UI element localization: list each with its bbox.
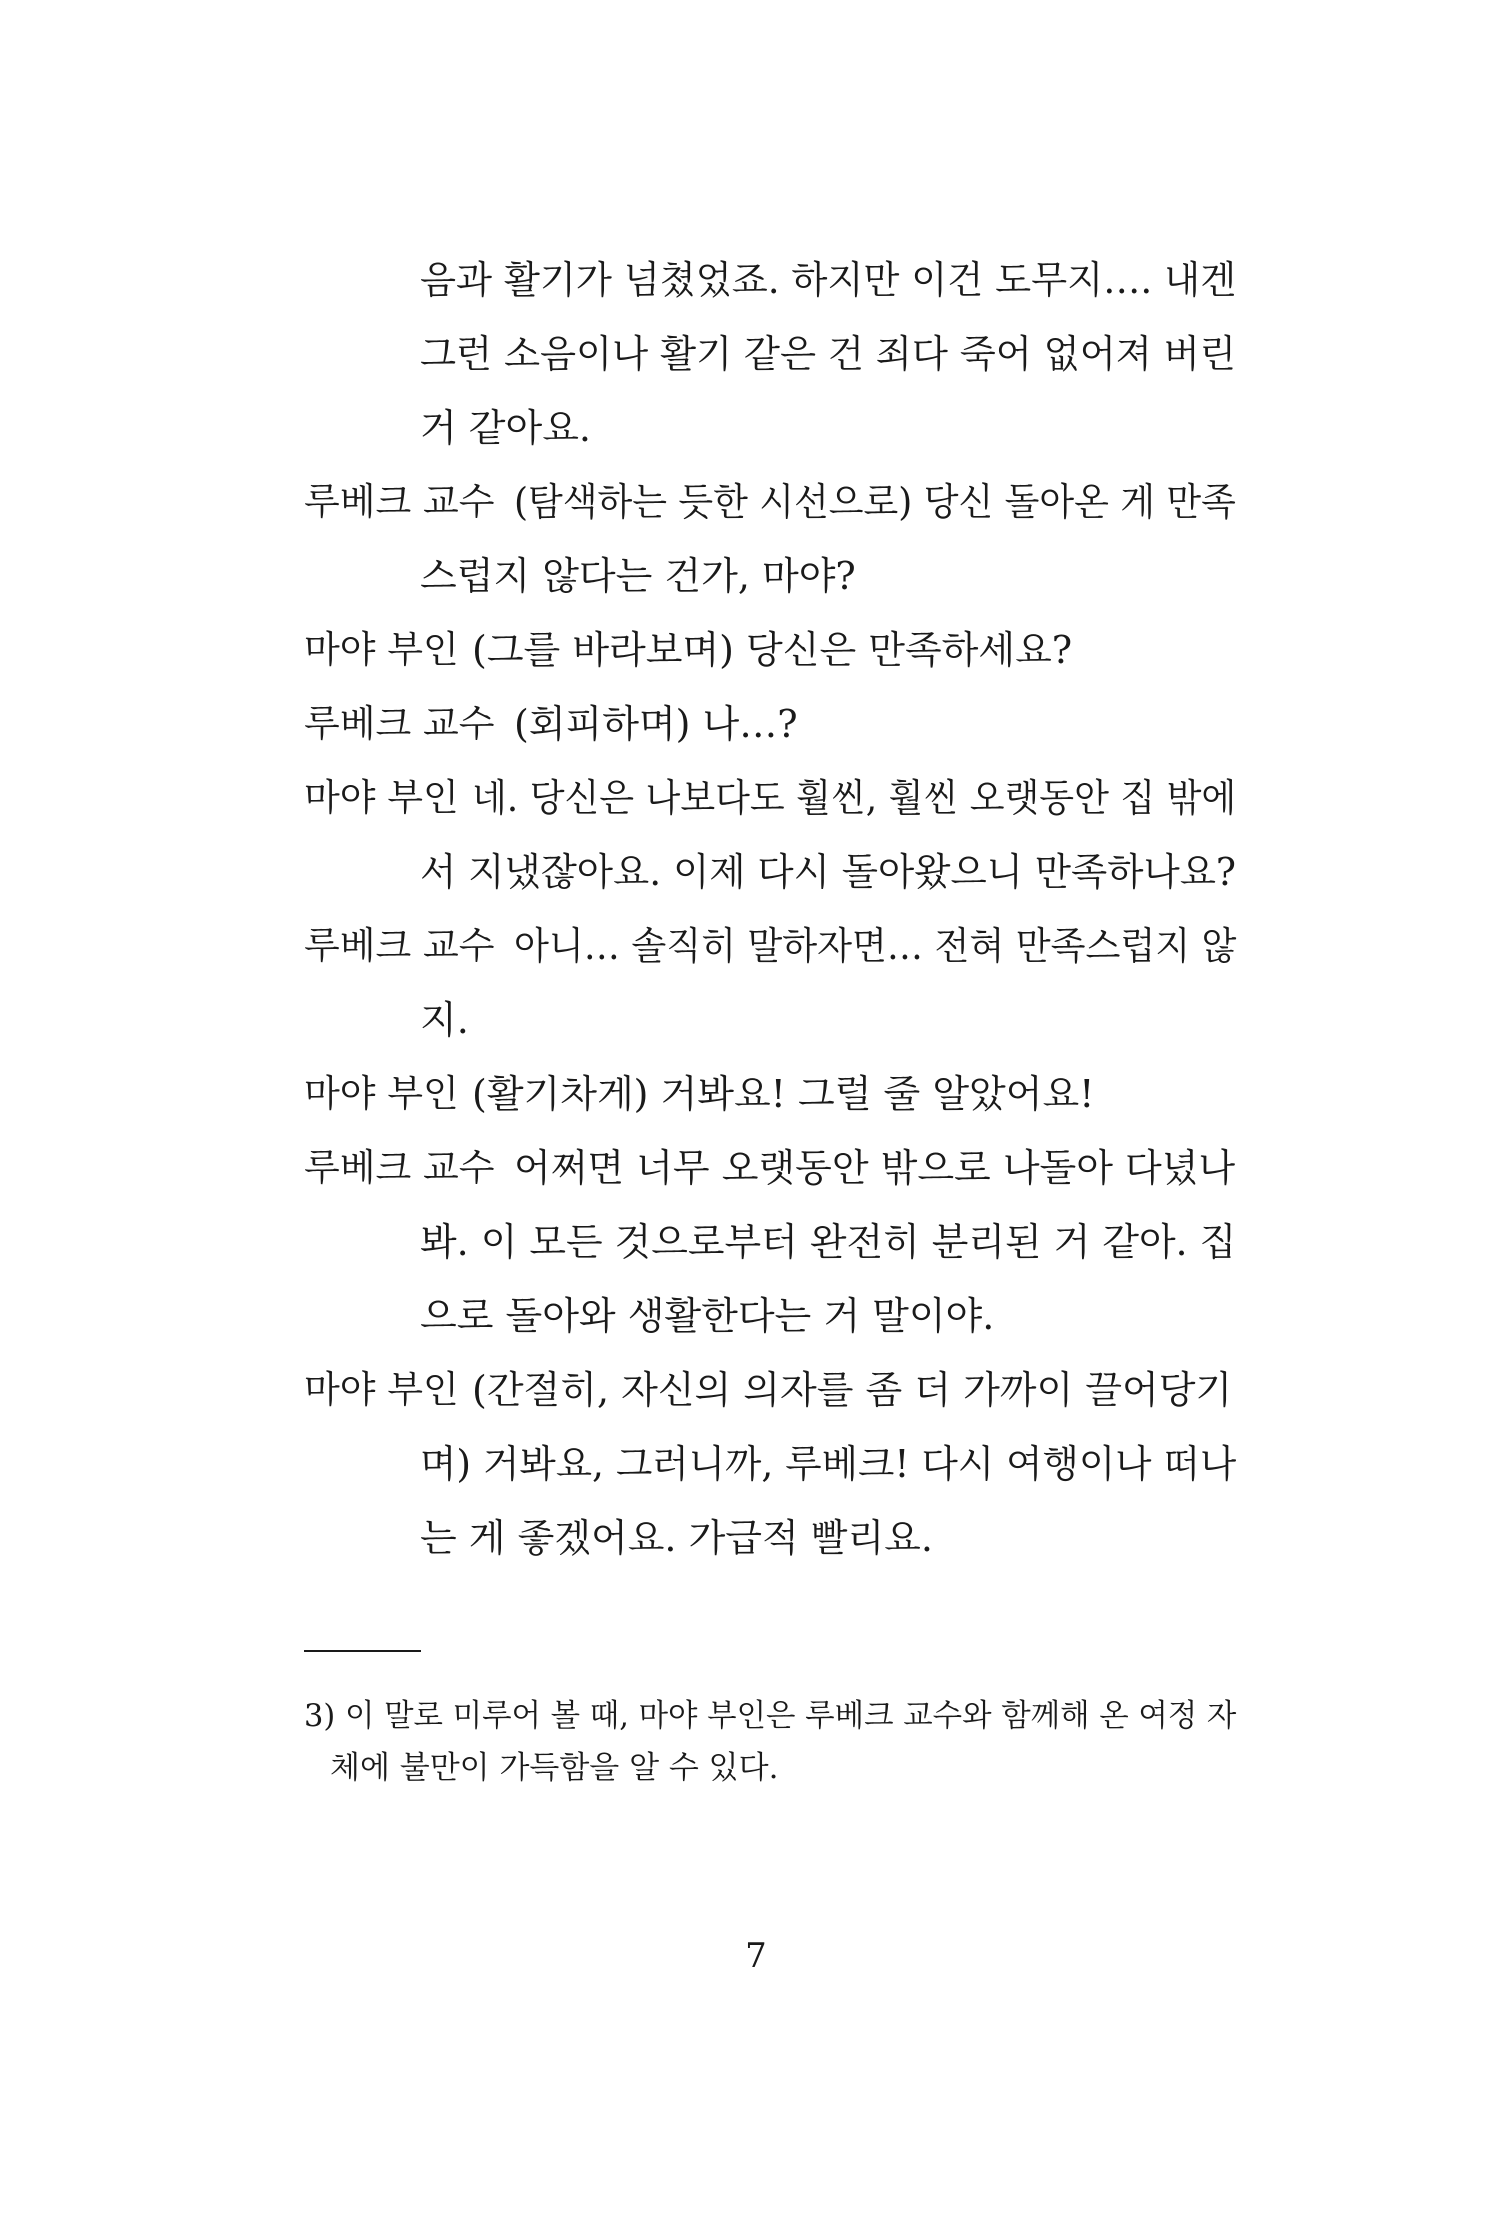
dialogue-line: (회피하며) 나…? bbox=[514, 702, 798, 746]
dialogue-line: 음과 활기가 넘쳤었죠. 하지만 이건 도무지…. 내겐 bbox=[420, 258, 1237, 302]
dialogue-line: 그런 소음이나 활기 같은 건 죄다 죽어 없어져 버린 bbox=[420, 332, 1236, 376]
page-number: 7 bbox=[745, 1936, 767, 1976]
dialogue-line: (탐색하는 듯한 시선으로) 당신 돌아온 게 만족 bbox=[514, 480, 1236, 524]
speaker-label: 마야 부인 bbox=[304, 628, 459, 671]
dialogue-line: 거 같아요. bbox=[420, 406, 591, 450]
dialogue-line: (그를 바라보며) 당신은 만족하세요? bbox=[472, 628, 1073, 672]
speaker-label: 루베크 교수 bbox=[304, 480, 495, 523]
dialogue-line: (간절히, 자신의 의자를 좀 더 가까이 끌어당기 bbox=[472, 1368, 1233, 1412]
dialogue-line: 아니… 솔직히 말하자면… 전혀 만족스럽지 않 bbox=[514, 924, 1237, 968]
dialogue-line: 으로 돌아와 생활한다는 거 말이야. bbox=[420, 1294, 995, 1338]
footnote-text: 체에 불만이 가득함을 알 수 있다. bbox=[330, 1750, 779, 1786]
speaker-label: 루베크 교수 bbox=[304, 924, 495, 967]
dialogue-line: 지. bbox=[420, 998, 469, 1042]
dialogue-line: 봐. 이 모든 것으로부터 완전히 분리된 거 같아. 집 bbox=[420, 1220, 1237, 1264]
footnote-text: 3) 이 말로 미루어 볼 때, 마야 부인은 루베크 교수와 함께해 온 여정 자 bbox=[304, 1698, 1237, 1734]
speaker-label: 루베크 교수 bbox=[304, 1146, 495, 1189]
dialogue-line: 어쩌면 너무 오랫동안 밖으로 나돌아 다녔나 bbox=[514, 1146, 1236, 1190]
speaker-label: 마야 부인 bbox=[304, 776, 459, 819]
footnote-divider bbox=[304, 1650, 421, 1652]
speaker-label: 마야 부인 bbox=[304, 1072, 459, 1115]
dialogue-line: 서 지냈잖아요. 이제 다시 돌아왔으니 만족하나요? bbox=[420, 850, 1237, 894]
dialogue-line: 스럽지 않다는 건가, 마야? bbox=[420, 554, 856, 598]
dialogue-line: 며) 거봐요, 그러니까, 루베크! 다시 여행이나 떠나 bbox=[420, 1442, 1237, 1486]
speaker-label: 마야 부인 bbox=[304, 1368, 459, 1411]
dialogue-line: 네. 당신은 나보다도 훨씬, 훨씬 오랫동안 집 밖에 bbox=[472, 776, 1237, 820]
speaker-label: 루베크 교수 bbox=[304, 702, 495, 745]
dialogue-line: (활기차게) 거봐요! 그럴 줄 알았어요! bbox=[472, 1072, 1095, 1116]
dialogue-line: 는 게 좋겠어요. 가급적 빨리요. bbox=[420, 1516, 933, 1560]
